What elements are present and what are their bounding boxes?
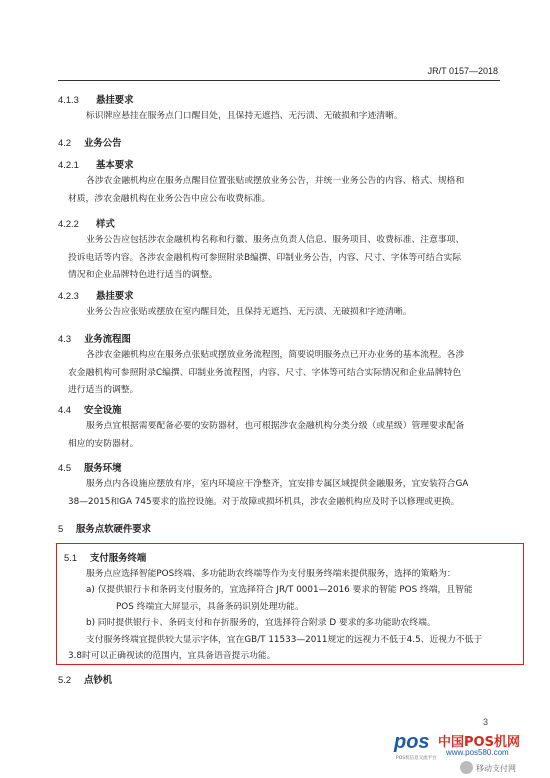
heading-4-3: 4.3 业务流程图: [58, 333, 131, 345]
watermark-url: www.pos580.com: [446, 748, 509, 757]
heading-5-1: 5.1 支付服务终端: [64, 552, 147, 564]
para-4-4: 服务点宜根据需要配备必要的安防器材，也可根据涉农金融机构分类分级（或星级）管理要求配备 相应的安防器材。: [68, 421, 465, 449]
para-4-2-2: 业务公告应包括涉农金融机构名称和行徽、服务点负责人信息、服务项目、收费标准、注意事项、 投诉电话等内容。各涉农金融机构可参照附录B编撰、印制业务公告，内容、尺寸、字体等可结合实际 情况和企业品牌特色进行适当的调整。: [68, 235, 465, 280]
heading-4-2: 4.2 业务公告: [58, 137, 122, 149]
para-4-1-3: 标识牌应悬挂在服务点门口醒目处，且保持无遮挡、无污渍、无破损和字迹清晰。: [86, 111, 403, 121]
wechat-icon: [460, 761, 473, 774]
heading-4-2-1: 4.2.1 基本要求: [58, 159, 134, 171]
para-5-1: 服务点应选择智能POS终端、多功能助农终端等作为支付服务终端来提供服务，选择的策略为： a) 仅提供银行卡和条码支付服务的，宜选择符合 JR/T 0001—2016 要求的智能 POS 终端，且智能 POS 终端宜大屏显示，具备条码识别处理功能。 b) 同时提供银行卡、条码支付和存折服务的，宜选择符合附录 D 要求的多功能助农终端。 支付服务终端宜提供较大显示字体，宜在GB/T 11533—2011规定的远视力不低于4.5、近视力不低于 3.8时可以正确视读的范围内，宜具备语音提示功能。: [68, 569, 483, 662]
heading-5: 5 服务点软硬件要求: [58, 523, 152, 535]
watermark-subtitle: POS机信息交流平台: [396, 756, 437, 761]
para-4-5: 服务点内各设施应摆放有序，室内环境应干净整齐，宜安排专属区域提供金融服务，宜安装符合GA 38—2015和GA 745要求的监控设施。对于故障或损坏机具，涉农金融机构应及时予以修理或更换。: [68, 479, 469, 507]
para-4-3: 各涉农金融机构应在服务点张贴或摆放业务流程图，简要说明服务点已开办业务的基本流程。各涉 农金融机构可参照附录C编撰、印制业务流程图，内容、尺寸、字体等可结合实际情况和企业品牌特色 进行适当的调整。: [68, 350, 465, 395]
heading-4-2-2: 4.2.2 样式: [58, 218, 115, 230]
page-number: 3: [482, 717, 488, 727]
para-4-2-1: 各涉农金融机构应在服务点醒目位置张贴或摆放业务公告，并统一业务公告的内容、格式、规格和 材质，涉农金融机构在业务公告中应公布收费标准。: [68, 176, 465, 204]
watermark-title: 中国POS机网: [438, 735, 520, 750]
heading-4-2-3: 4.2.3 悬挂要求: [58, 290, 134, 302]
para-4-2-3: 业务公告应张贴或摆放在室内醒目处，且保持无遮挡、无污渍、无破损和字迹清晰。: [86, 307, 412, 317]
watermark-logo: pos: [394, 731, 430, 753]
heading-4-5: 4.5 服务环境: [58, 462, 122, 474]
watermark: [390, 727, 550, 778]
heading-4-1-3: 4.1.3 悬挂要求: [58, 94, 134, 106]
heading-5-2: 5.2 点钞机: [58, 674, 113, 686]
header-rule: [58, 80, 500, 81]
watermark-app-name: 移动支付网: [476, 764, 516, 773]
heading-4-4: 4.4 安全设施: [58, 404, 122, 416]
standard-code: JR/T 0157—2018: [427, 66, 498, 76]
